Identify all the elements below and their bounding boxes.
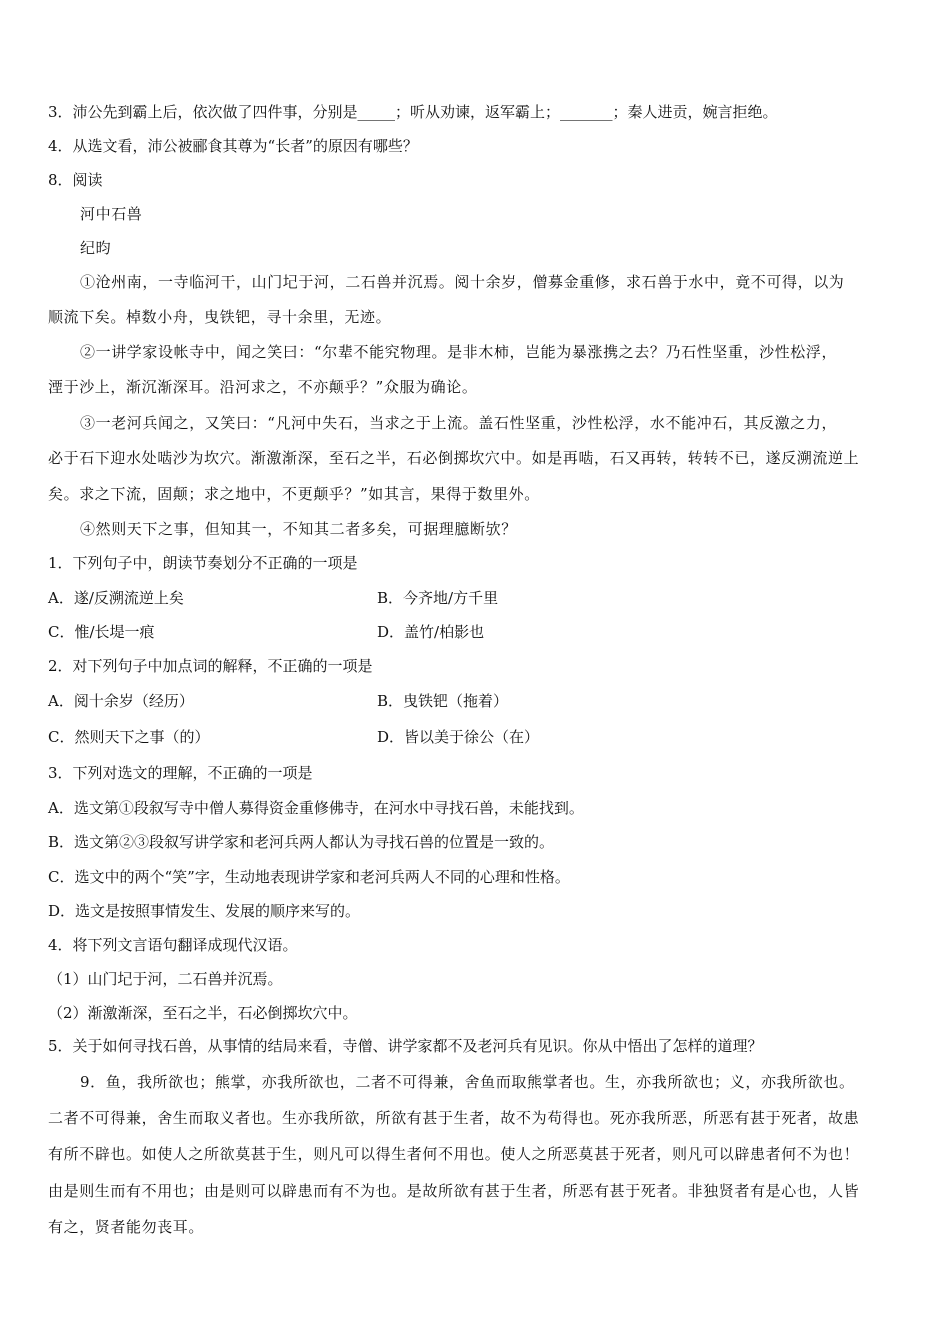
question-2-option-d: D．皆以美于徐公（在） [377, 728, 540, 746]
question-2-option-b: B．曳铁钯（拖着） [377, 692, 509, 710]
question-1-option-d: D．盖竹/柏影也 [377, 623, 485, 641]
passage-p1-line2: 顺流下矣。棹数小舟，曳铁钯，寻十余里，无迹。 [48, 308, 392, 326]
question-3-option-b: B．选文第②③段叙写讲学家和老河兵两人都认为寻找石兽的位置是一致的。 [48, 833, 555, 851]
q9-line1: 9．鱼，我所欲也；熊掌，亦我所欲也，二者不可得兼，舍鱼而取熊掌者也。生，亦我所欲也；义，亦我所欲也。 [80, 1073, 855, 1091]
passage-p3-line2: 必于石下迎水处啮沙为坎穴。渐激渐深，至石之半，石必倒掷坎穴中。如是再啮，石又再转，转转不已，遂反溯流逆上 [48, 449, 860, 467]
passage-author: 纪昀 [80, 239, 112, 257]
question-4-sentence-1: （1）山门圮于河，二石兽并沉焉。 [48, 970, 283, 988]
question-3-option-a: A．选文第①段叙写寺中僧人募得资金重修佛寺，在河水中寻找石兽，未能找到。 [48, 799, 584, 817]
passage-p3-line3: 矣。求之下流，固颠；求之地中，不更颠乎？”如其言，果得于数里外。 [48, 485, 540, 503]
question-1-option-a: A．遂/反溯流逆上矣 [48, 589, 184, 607]
question-2-stem: 2．对下列句子中加点词的解释，不正确的一项是 [48, 657, 373, 675]
question-3-option-c: C．选文中的两个“笑”字，生动地表现讲学家和老河兵两人不同的心理和性格。 [48, 868, 570, 886]
q9-line4: 由是则生而有不用也；由是则可以辟患而有不为也。是故所欲有甚于生者，所恶有甚于死者。非独贤者有是心也，人皆 [48, 1182, 860, 1200]
question-4-stem: 4．将下列文言语句翻译成现代汉语。 [48, 936, 298, 954]
q7-item4: 4．从选文看，沛公被郦食其尊为“长者”的原因有哪些？ [48, 137, 418, 155]
passage-p2-line1: ②一讲学家设帐寺中，闻之笑曰：“尔辈不能究物理。是非木柿，岂能为暴涨携之去？乃石性坚重，沙性松浮， [80, 343, 838, 361]
question-1-option-b: B．今齐地/方千里 [377, 589, 499, 607]
q9-line5: 有之，贤者能勿丧耳。 [48, 1218, 205, 1236]
question-1-option-c: C．惟/长堤一痕 [48, 623, 155, 641]
question-2-option-c: C．然则天下之事（的） [48, 728, 210, 746]
q9-line2: 二者不可得兼，舍生而取义者也。生亦我所欲，所欲有甚于生者，故不为苟得也。死亦我所恶，所恶有甚于死者，故患 [48, 1109, 860, 1127]
q7-item3: 3．沛公先到霸上后，依次做了四件事，分别是_____；听从劝谏，返军霸上；_______；秦人进贡，婉言拒绝。 [48, 103, 778, 121]
q8-heading: 8．阅读 [48, 171, 103, 189]
passage-p4: ④然则天下之事，但知其一，不知其二者多矣，可据理臆断欤？ [80, 520, 517, 538]
passage-p1-line1: ①沧州南，一寺临河干，山门圮于河，二石兽并沉焉。阅十余岁，僧募金重修，求石兽于水中，竟不可得，以为 [80, 273, 845, 291]
passage-title: 河中石兽 [80, 205, 143, 223]
passage-p3-line1: ③一老河兵闻之，又笑曰：“凡河中失石，当求之于上流。盖石性坚重，沙性松浮，水不能冲石，其反激之力， [80, 414, 838, 432]
question-3-option-d: D．选文是按照事情发生、发展的顺序来写的。 [48, 902, 361, 920]
question-5-stem: 5．关于如何寻找石兽，从事情的结局来看，寺僧、讲学家都不及老河兵有见识。你从中悟出了怎样的道理？ [48, 1037, 763, 1055]
question-3-stem: 3．下列对选文的理解，不正确的一项是 [48, 764, 313, 782]
q9-line3: 有所不辟也。如使人之所欲莫甚于生，则凡可以得生者何不用也。使人之所恶莫甚于死者，则凡可以辟患者何不为也！ [48, 1145, 860, 1163]
question-1-stem: 1．下列句子中，朗读节奏划分不正确的一项是 [48, 554, 358, 572]
passage-p2-line2: 湮于沙上，渐沉渐深耳。沿河求之，不亦颠乎？”众服为确论。 [48, 378, 478, 396]
question-4-sentence-2: （2）渐激渐深，至石之半，石必倒掷坎穴中。 [48, 1004, 358, 1022]
question-2-option-a: A．阅十余岁（经历） [48, 692, 194, 710]
